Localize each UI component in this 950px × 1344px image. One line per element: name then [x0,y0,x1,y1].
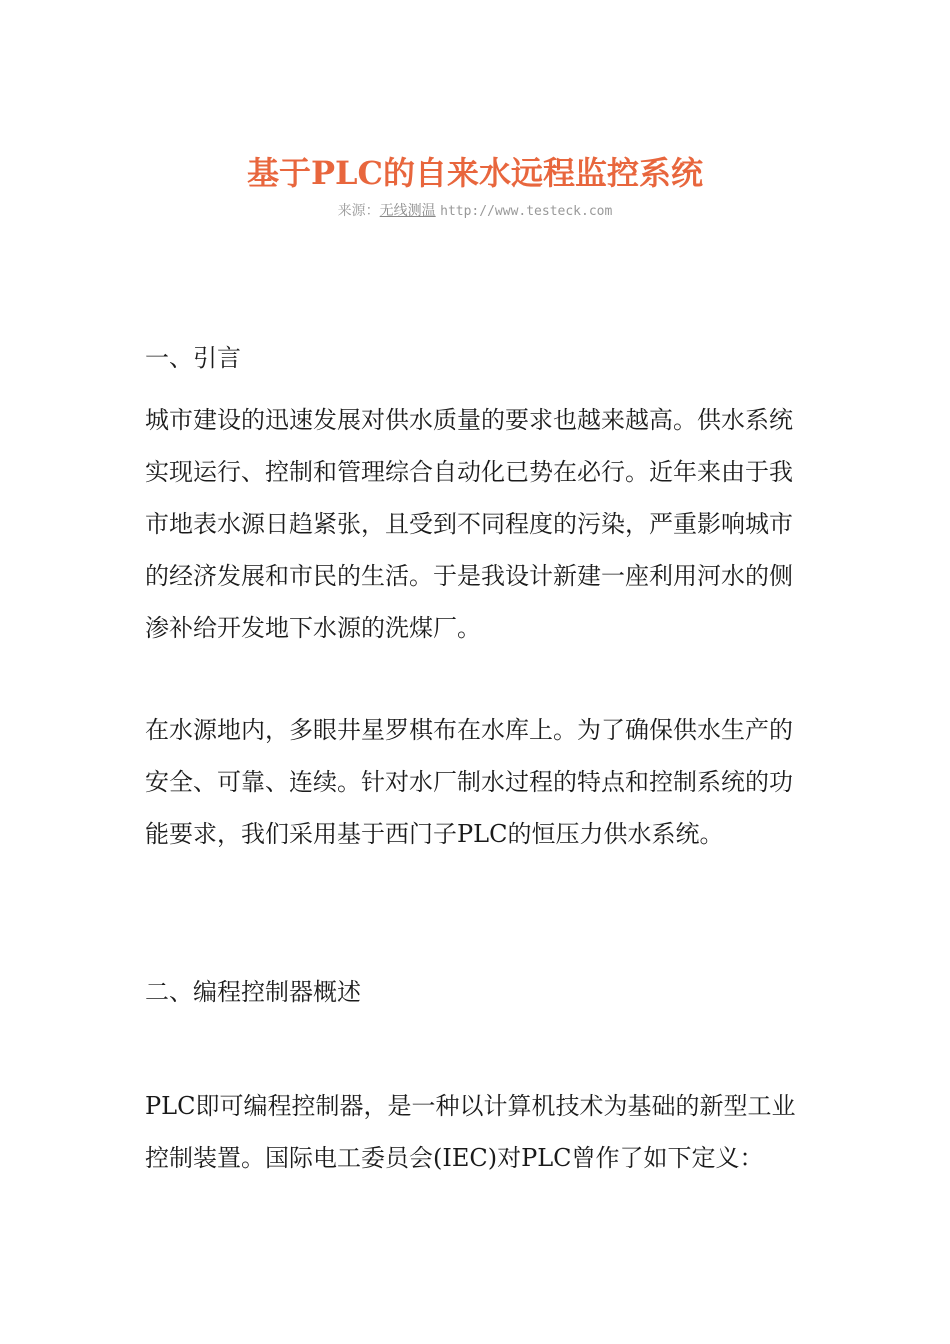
document-title: 基于PLC的自来水远程监控系统 [246,154,704,192]
source-prefix: 来源： [337,203,380,219]
source-url: http://www.testeck.com [440,204,613,219]
paragraph-intro: 城市建设的迅速发展对供水质量的要求也越来越高。供水系统实现运行、控制和管理综合自动化已势在必行。近年来由于我市地表水源日趋紧张，且受到不同程度的污染，严重影响城市的经济发展和市民的生活。于是我设计新建一座利用河水的侧渗补给开发地下水源的洗煤厂。 [145,406,793,642]
section-heading-plc-overview: 二、编程控制器概述 [145,978,361,1006]
paragraph-water-source: 在水源地内，多眼井星罗棋布在水库上。为了确保供水生产的安全、可靠、连续。针对水厂制水过程的特点和控制系统的功能要求，我们采用基于西门子PLC的恒压力供水系统。 [145,716,793,848]
source-link[interactable]: 无线测温 [379,203,436,219]
source-line [0,200,950,223]
section-heading-intro: 一、引言 [145,344,241,372]
paragraph-plc-definition: PLC即可编程控制器，是一种以计算机技术为基础的新型工业控制装置。国际电工委员会(IEC)对PLC曾作了如下定义： [145,1092,796,1172]
